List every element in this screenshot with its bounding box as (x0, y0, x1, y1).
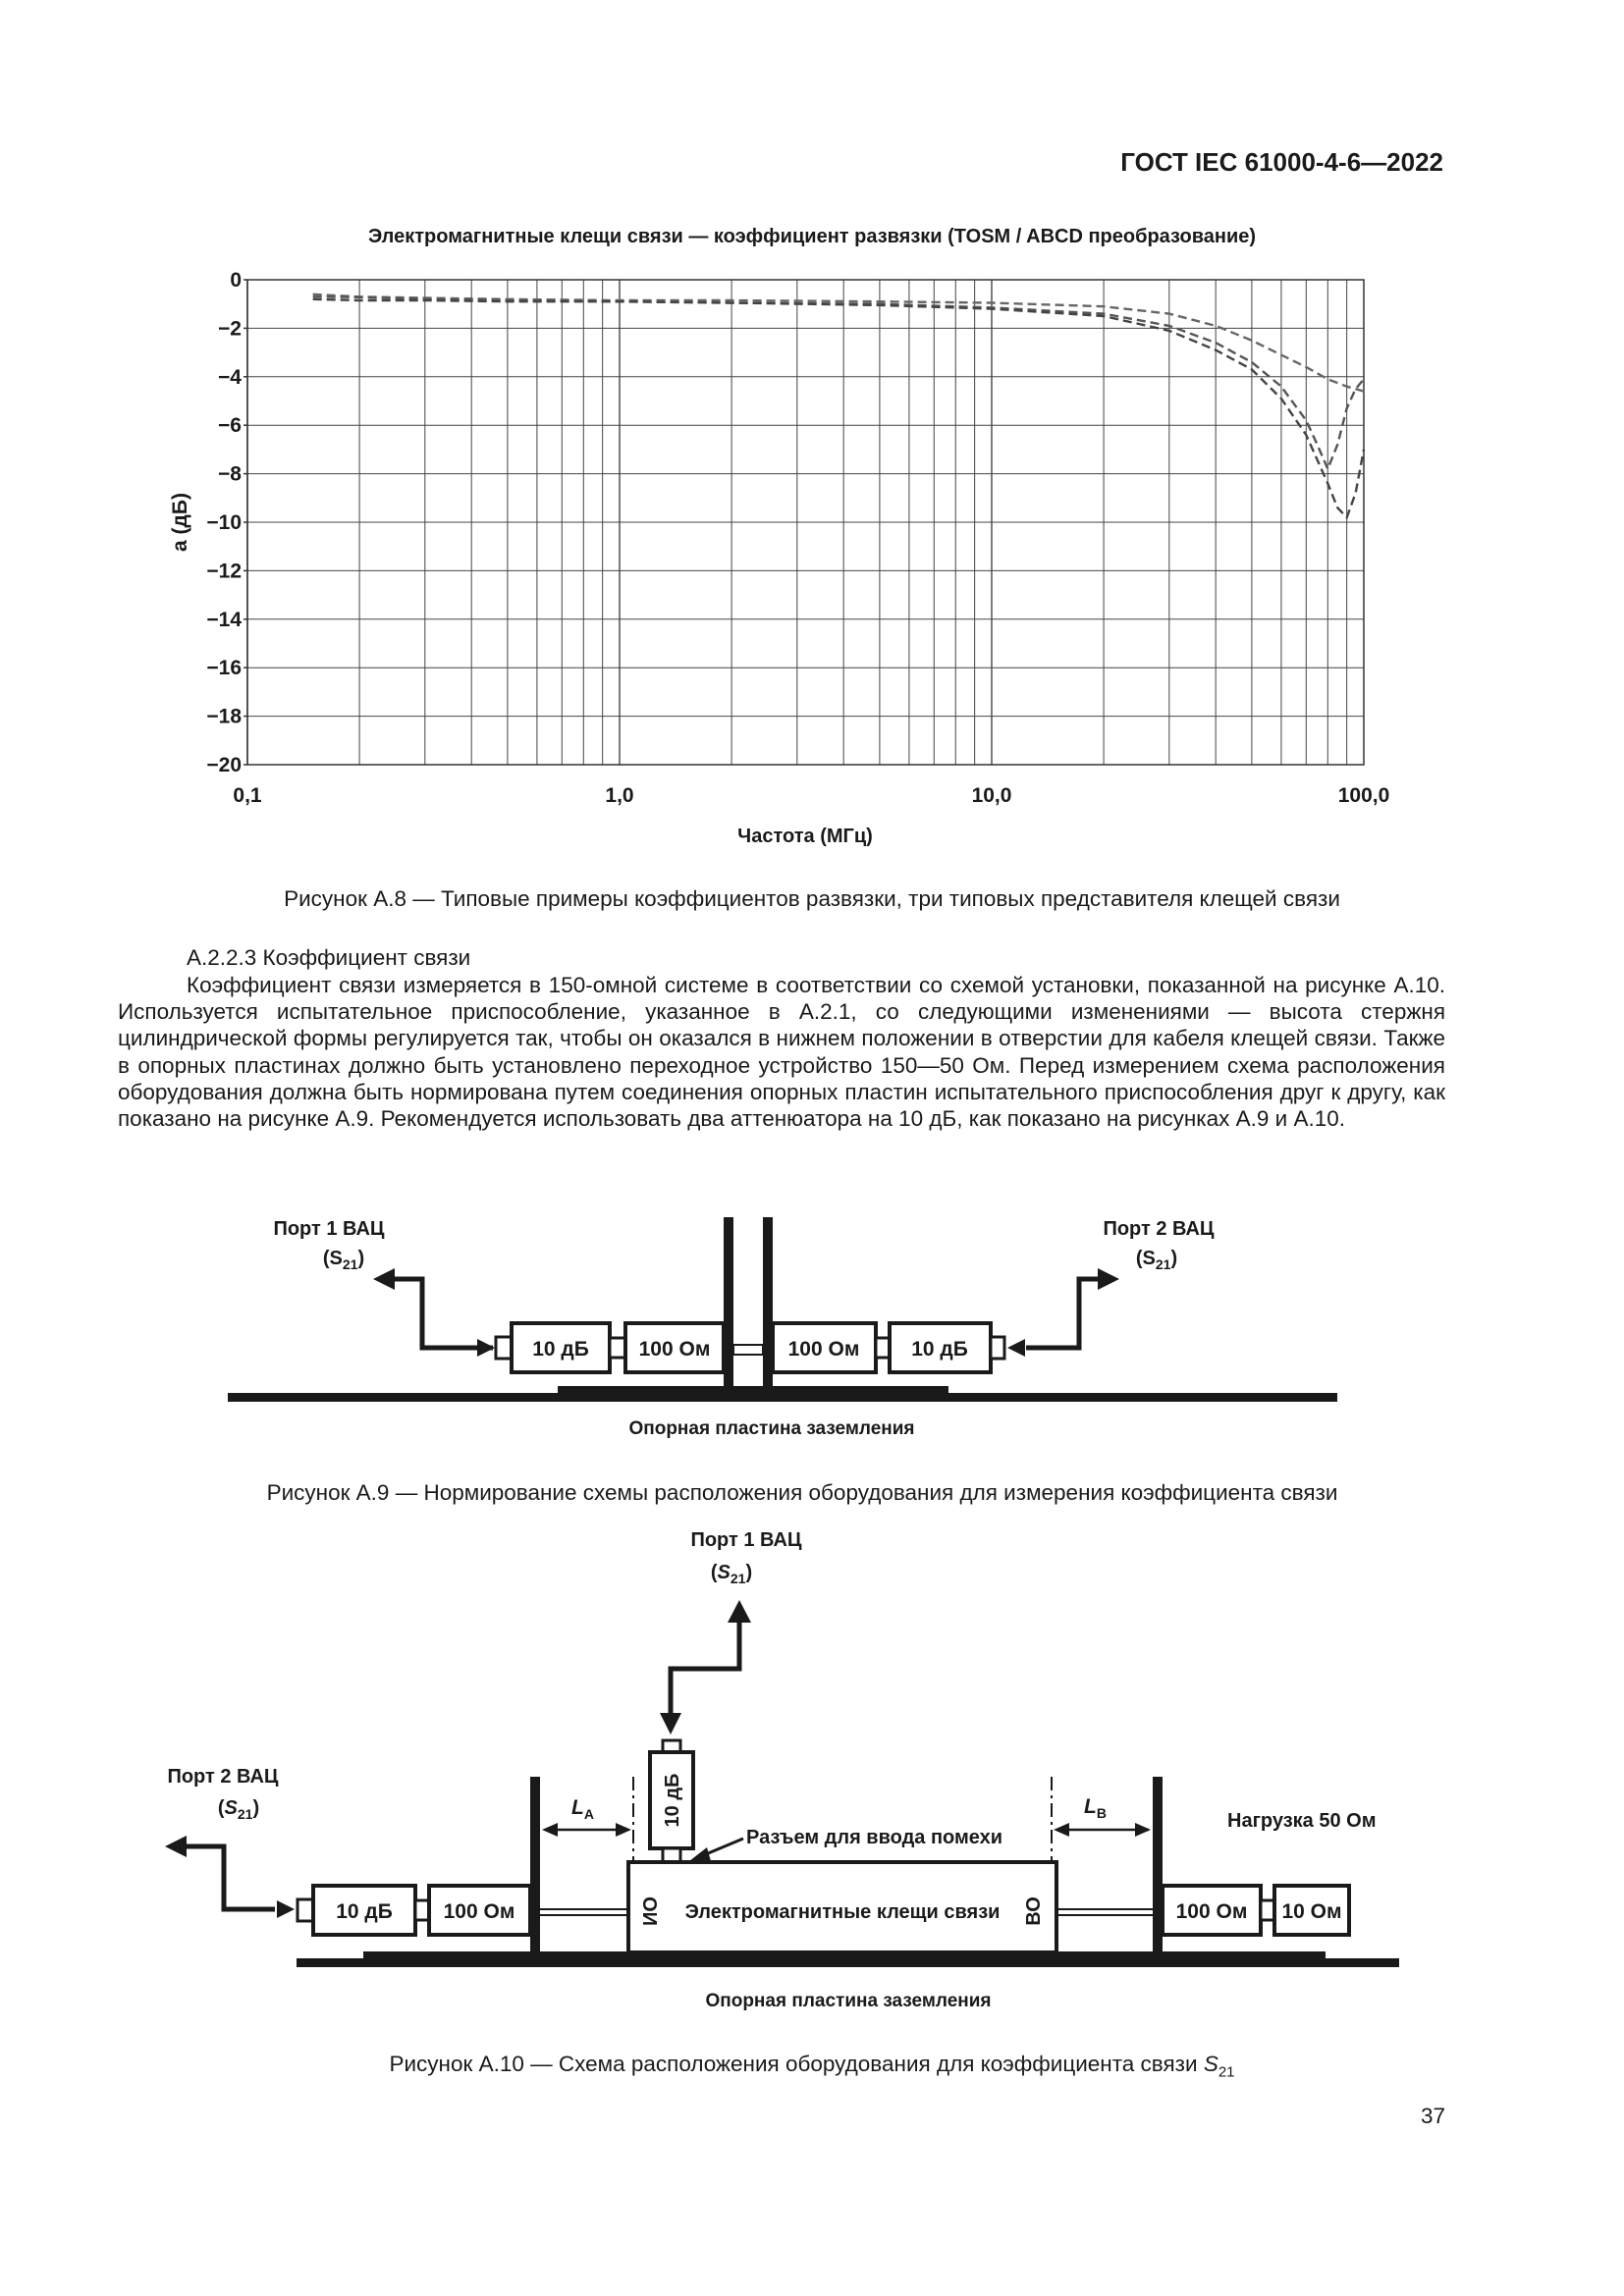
lb-arrow-left (1054, 1823, 1069, 1837)
top-cable-arrowhead (660, 1713, 681, 1735)
y-tick-label: −18 (206, 705, 242, 728)
figure-a9-diagram (0, 1207, 1624, 1453)
port1-sparam-sub: 21 (342, 1256, 358, 1272)
y-tick-label: −12 (206, 560, 242, 583)
vertical-att-foot (663, 1848, 680, 1862)
injection-port-label: Разъем для ввода помехи (746, 1827, 1003, 1848)
y-tick-label: −10 (206, 511, 242, 534)
left-port-cable (185, 1846, 275, 1909)
y-tick-label: −6 (218, 414, 242, 438)
plate-coupler (733, 1345, 763, 1355)
joint-left (610, 1338, 625, 1358)
port1-sparam-prefix: (S (322, 1248, 343, 1269)
resistor-right-label: 100 Ом (787, 1338, 860, 1361)
left-port-label: Порт 2 ВАЦ (167, 1766, 279, 1788)
a10-ground-label: Опорная пластина заземления (705, 1991, 992, 2011)
left-port-sparam (218, 1797, 259, 1822)
figure-a9-caption: Рисунок А.9 — Нормирование схемы расположения оборудования для измерения коэффициента связи (266, 1480, 1338, 1505)
x-tick-label: 100,0 (1337, 784, 1390, 807)
ground-plate-base (558, 1386, 948, 1394)
a10-joint-right (1261, 1900, 1274, 1920)
port1-cable-arrowhead (477, 1339, 495, 1357)
y-tick-label: −16 (206, 657, 242, 680)
top-port-sparam-sub: 21 (730, 1571, 746, 1586)
a10-ground-plate (297, 1958, 1399, 1967)
clamp-ae-label: ВО (1023, 1896, 1045, 1926)
y-axis-label: a (дБ) (169, 493, 191, 552)
attenuator-right-label: 10 дБ (911, 1338, 968, 1361)
la-arrow-right (616, 1823, 631, 1837)
port2-label: Порт 2 ВАЦ (1103, 1218, 1215, 1240)
x-tick-labels (233, 784, 1389, 807)
connector-left (496, 1337, 512, 1359)
chart-title: Электромагнитные клещи связи — коэффициент развязки (TOSM / ABCD преобразование) (367, 226, 1257, 247)
top-port-sparam-prefix: ( (710, 1562, 718, 1583)
x-tick-label: 0,1 (233, 784, 262, 807)
clamp-label: Электромагнитные клещи связи (684, 1901, 1001, 1923)
ground-plate (228, 1393, 1337, 1402)
y-tick-label: −8 (218, 462, 242, 486)
joint-right (876, 1338, 890, 1358)
section-paragraph: Коэффициент связи измеряется в 150-омной системе в соответствии со схемой установки, показанной на рисунке А.10. Используется испытательное приспособление, указанное в А.2.1, со следующими изменениями — высота стержня цилиндрической формы регулируется так, чтобы он оказался в нижнем положении в отверстии для кабеля клещей связи. Также в опорных пластинах должно быть установлено переходное устройство 150—50 Ом. Перед измерением схема расположения оборудования должна быть нормирована путем соединения опорных пластин испытательного приспособления друг к другу, как показано на рисунке А.9. Рекомендуется использовать два аттенюатора на 10 дБ, как показано на рисунках А.9 и А.10. (118, 973, 1445, 1132)
y-tick-labels (206, 269, 247, 776)
y-tick-label: 0 (230, 269, 242, 292)
load-label: Нагрузка 50 Ом (1227, 1810, 1377, 1832)
la-letter: L (571, 1796, 584, 1819)
port1-sparam-suffix: ) (357, 1248, 365, 1269)
port2-sparam-suffix: ) (1170, 1248, 1178, 1269)
figure-a10-caption-sub: 21 (1218, 2063, 1235, 2081)
section-heading: А.2.2.3 Коэффициент связи (187, 945, 471, 970)
top-port-sparam-suffix: ) (745, 1562, 753, 1583)
x-axis-label: Частота (МГц) (737, 826, 873, 847)
lb-arrow-right (1135, 1823, 1151, 1837)
left-port-sparam-sub: 21 (237, 1806, 253, 1822)
decoupling-chart (0, 216, 1624, 864)
y-tick-label: −4 (218, 365, 242, 389)
port2-sparam-prefix: (S (1135, 1248, 1156, 1269)
chart-series (313, 294, 1364, 517)
figure-a10-caption-s: S (1203, 2052, 1218, 2076)
top-port-arrowhead (728, 1600, 751, 1623)
left-port-sparam-prefix: ( (217, 1797, 225, 1819)
a10-attenuator-left-label: 10 дБ (336, 1900, 393, 1923)
a10-resistor-right-label: 100 Ом (1175, 1900, 1248, 1923)
left-port-sparam-suffix: ) (252, 1797, 260, 1819)
y-tick-label: −20 (206, 754, 242, 776)
top-port-label: Порт 1 ВАЦ (690, 1529, 802, 1551)
port2-cable-arrowhead (1007, 1339, 1025, 1357)
la-label (571, 1796, 594, 1822)
resistor-left-label: 100 Ом (638, 1338, 711, 1361)
ground-plate-label: Опорная пластина заземления (628, 1418, 915, 1439)
y-tick-label: −2 (218, 317, 242, 341)
figure-a10-caption-text: Рисунок А.10 — Схема расположения оборудования для коэффициента связи (389, 2052, 1204, 2076)
la-arrow-left (542, 1823, 558, 1837)
vertical-att-label: 10 дБ (662, 1773, 683, 1828)
la-sub: A (583, 1806, 594, 1822)
page-number: 37 (1420, 2104, 1445, 2128)
left-port-sparam-letter: S (224, 1797, 238, 1819)
lb-sub: B (1096, 1805, 1107, 1821)
port1-sparam (323, 1248, 364, 1272)
a10-connector-left (298, 1899, 313, 1921)
left-port-arrowhead (165, 1836, 187, 1857)
a10-resistor-left-label: 100 Ом (443, 1900, 515, 1923)
a10-load-right-label: 10 Ом (1281, 1900, 1342, 1923)
port2-arrowhead (1098, 1268, 1119, 1290)
x-tick-label: 1,0 (605, 784, 634, 807)
top-port-cable (671, 1620, 739, 1718)
figure-a8-caption: Рисунок А.8 — Типовые примеры коэффициентов развязки, три типовых представителя клещей связи (284, 886, 1340, 911)
lb-label (1084, 1795, 1107, 1821)
chart-grid (247, 280, 1364, 765)
x-tick-label: 10,0 (971, 784, 1012, 807)
port2-cable (1026, 1279, 1100, 1348)
lb-letter: L (1084, 1795, 1097, 1818)
y-tick-label: −14 (206, 608, 242, 631)
port2-sparam-sub: 21 (1155, 1256, 1171, 1272)
connector-right (991, 1337, 1004, 1359)
port1-label: Порт 1 ВАЦ (273, 1218, 385, 1240)
series-line-3 (313, 299, 1364, 517)
port1-cable (391, 1279, 493, 1348)
port1-arrowhead (373, 1268, 395, 1290)
clamp-eut-label: ИО (640, 1896, 662, 1926)
figure-a10-caption (0, 2052, 1624, 2081)
figure-a10-diagram (0, 1526, 1624, 2017)
attenuator-left-label: 10 дБ (532, 1338, 589, 1361)
top-port-sparam (711, 1562, 752, 1586)
left-cable-arrowhead (277, 1900, 295, 1918)
port2-sparam (1136, 1248, 1177, 1272)
document-code: ГОСТ IEC 61000-4-6—2022 (1120, 147, 1443, 177)
a10-joint-left (415, 1900, 429, 1920)
top-port-sparam-letter: S (717, 1562, 731, 1583)
